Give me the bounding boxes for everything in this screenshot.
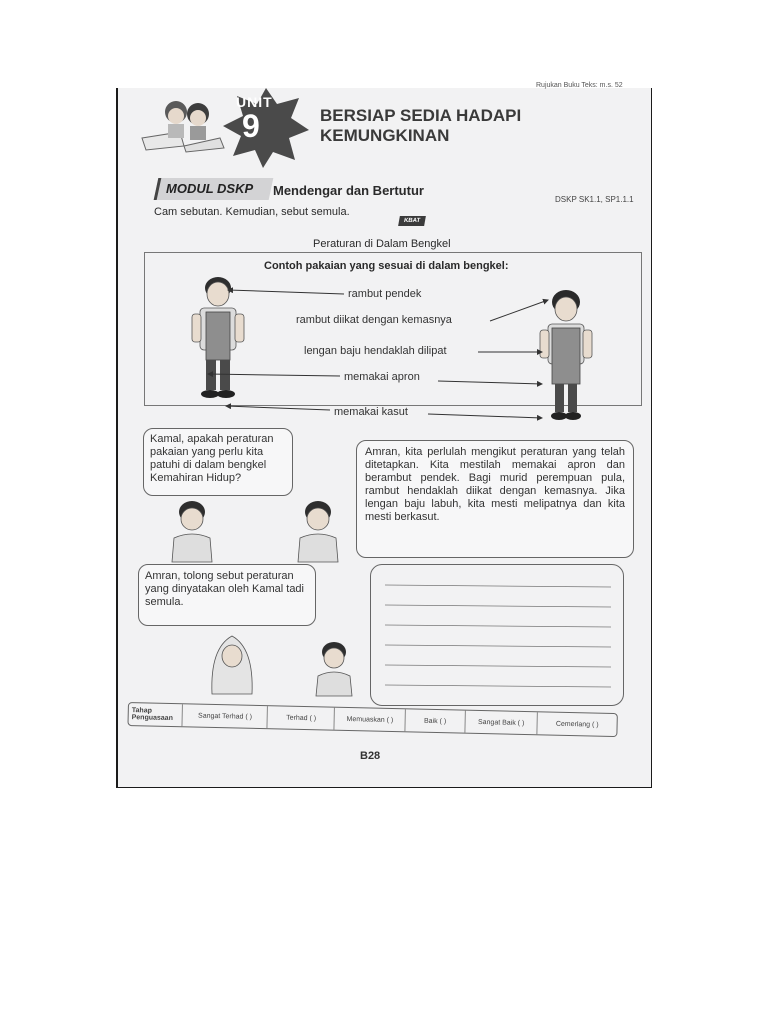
teacher-illustration <box>202 628 262 694</box>
question-bubble-1: Kamal, apakah peraturan pakaian yang perlu kita patuhi di dalam bengkel Kemahiran Hidup? <box>143 428 293 496</box>
boy-amran-2-illustration <box>310 640 360 696</box>
boy-kamal-illustration <box>164 498 220 562</box>
modul-dskp-tag: MODUL DSKP <box>166 181 254 196</box>
level-cemerlang[interactable]: Cemerlang ( ) <box>555 720 599 729</box>
unit-label: UNIT <box>236 94 273 110</box>
boy-amran-illustration <box>290 498 346 562</box>
question-bubble-2: Amran, tolong sebut peraturan yang dinyatakan oleh Kamal tadi semula. <box>138 564 316 626</box>
worksheet-page <box>118 82 651 787</box>
section-subtitle: Peraturan di Dalam Bengkel <box>313 238 451 250</box>
kbat-badge: KBAT <box>398 216 426 226</box>
box-title: Contoh pakaian yang sesuai di dalam bengkel: <box>264 260 509 272</box>
answer-bubble-1: Amran, kita perlulah mengikut peraturan yang telah ditetapkan. Kita mestilah memakai apron dan berambut pendek. Bagi murid perempuan pula, rambut hendaklah diikat dengan kemasnya. Jika lengan baju labuh, kita mesti melipatnya dan kita mesti berkasut. <box>356 440 634 558</box>
level-sangat-baik[interactable]: Sangat Baik ( ) <box>465 711 538 735</box>
label-memakai-apron: memakai apron <box>344 371 420 383</box>
label-memakai-kasut: memakai kasut <box>334 406 408 418</box>
page-number: B28 <box>360 750 381 762</box>
level-sangat-terhad[interactable]: Sangat Terhad ( ) <box>183 704 269 728</box>
unit-number: 9 <box>242 108 260 144</box>
answer-writing-box[interactable] <box>370 564 624 706</box>
answer-lines <box>371 565 623 705</box>
level-memuaskan[interactable]: Memuaskan ( ) <box>335 708 406 732</box>
modul-title: Mendengar dan Bertutur <box>273 183 424 198</box>
textbook-reference: Rujukan Buku Teks: m.s. 52 <box>536 82 623 89</box>
label-lengan-baju: lengan baju hendaklah dilipat <box>304 345 447 357</box>
label-rambut-pendek: rambut pendek <box>348 288 422 300</box>
unit-title-line1: BERSIAP SEDIA HADAPI <box>320 106 522 125</box>
label-rambut-diikat: rambut diikat dengan kemasnya <box>296 314 452 326</box>
level-baik[interactable]: Baik ( ) <box>406 709 466 732</box>
unit-title-line2: KEMUNGKINAN <box>320 126 450 145</box>
instruction: Cam sebutan. Kemudian, sebut semula. <box>154 206 350 218</box>
dskp-code: DSKP SK1.1, SP1.1.1 <box>555 195 634 204</box>
mastery-level-label: Tahap Penguasaan <box>128 703 183 726</box>
level-terhad[interactable]: Terhad ( ) <box>268 706 335 730</box>
